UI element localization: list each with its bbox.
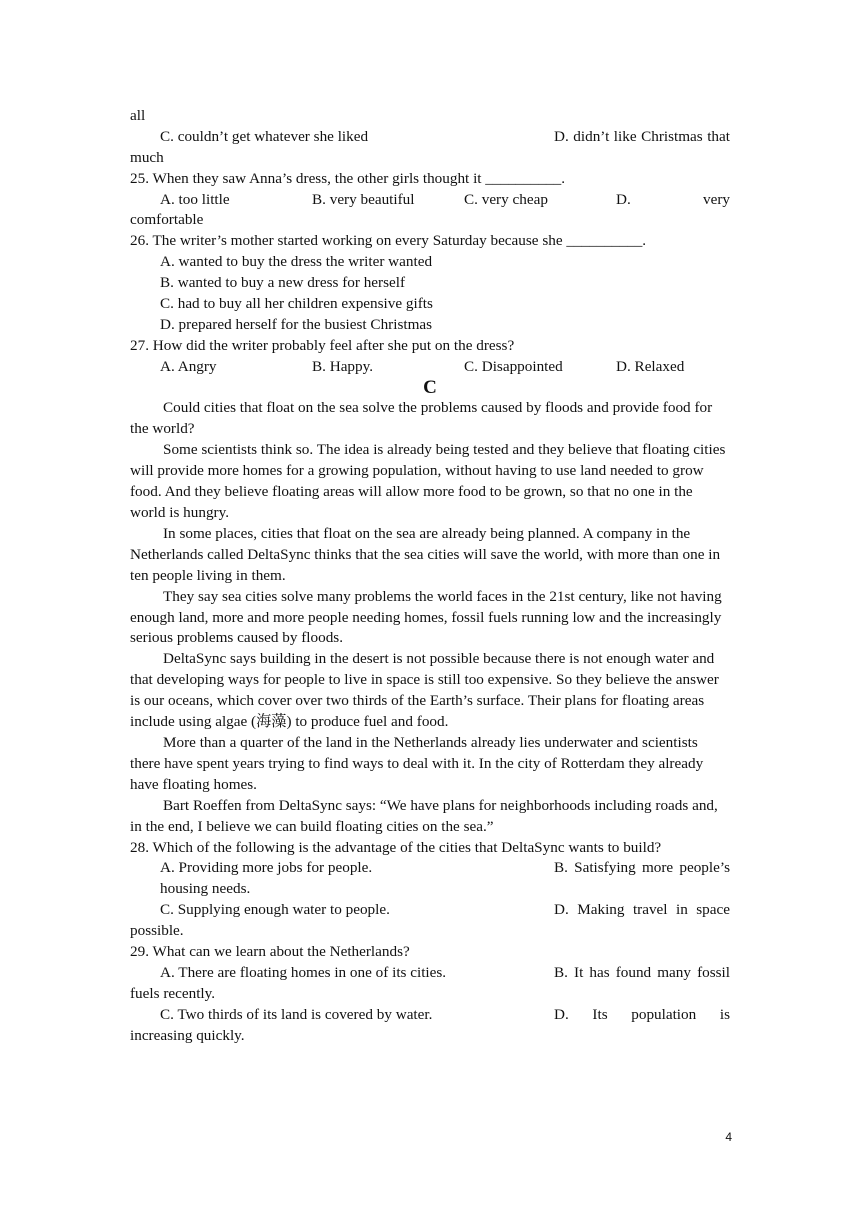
question-25: 25. When they saw Anna’s dress, the other girls thought it __________. bbox=[130, 169, 566, 187]
option-c: C. Disappointed bbox=[464, 357, 563, 375]
option-b: B. Happy. bbox=[312, 357, 374, 375]
question-29: 29. What can we learn about the Netherlands? bbox=[130, 942, 410, 960]
option-continuation: possible. bbox=[130, 922, 184, 940]
paragraph: They say sea cities solve many problems the world faces in the 21st century, like not having enough land, more and more people needing homes, fossil fuels running low and the increasingly serious problems caused by floods. bbox=[130, 587, 722, 647]
paragraph: DeltaSync says building in the desert is not possible because there is not enough water and that developing ways for people to live in space is still too expensive. So they believe the answer is our oceans, which cover over two thirds of the Earth’s surface. Their plans for floating areas include using algae (海藻) to produce fuel and food. bbox=[130, 650, 719, 731]
page-number: 4 bbox=[725, 1130, 732, 1144]
paragraph: In some places, cities that float on the sea are already being planned. A company in the Netherlands called DeltaSync thinks that the sea cities will save the world, with more than one in ten people living in them. bbox=[130, 524, 721, 584]
paragraph: Could cities that float on the sea solve the problems caused by floods and provide food for the world? bbox=[130, 399, 713, 438]
question-27: 27. How did the writer probably feel after she put on the dress? bbox=[130, 336, 515, 354]
option-d: D. very bbox=[616, 190, 730, 208]
option-b: B. It has found many fossil bbox=[554, 963, 730, 981]
option-a: A. Angry bbox=[160, 357, 217, 375]
paragraph: More than a quarter of the land in the Netherlands already lies underwater and scientists there have spent years trying to find ways to deal with it. In the city of Rotterdam they already have floating homes. bbox=[130, 733, 704, 793]
option-row bbox=[130, 963, 730, 984]
option-c: C. Supplying enough water to people. bbox=[160, 901, 390, 919]
option-a: A. Providing more jobs for people. bbox=[160, 859, 373, 877]
option-d: D. prepared herself for the busiest Christmas bbox=[160, 315, 433, 333]
option-a: A. wanted to buy the dress the writer wanted bbox=[160, 253, 433, 271]
document-page bbox=[130, 106, 730, 1046]
option-c: C. Two thirds of its land is covered by water. bbox=[160, 1005, 433, 1023]
text-line: all bbox=[130, 107, 146, 124]
option-continuation: much bbox=[130, 148, 164, 166]
paragraph: Some scientists think so. The idea is already being tested and they believe that floating cities will provide more homes for a growing population, without having to use land needed to grow food. And they believe floating areas will allow more food to be grown, so that no one in the world is hungry. bbox=[130, 441, 726, 521]
option-d: D. Relaxed bbox=[616, 357, 685, 375]
option-d: D. didn’t like Christmas that bbox=[554, 127, 730, 145]
question-26: 26. The writer’s mother started working on every Saturday because she __________. bbox=[130, 232, 647, 250]
option-a: A. There are floating homes in one of its cities. bbox=[160, 963, 447, 981]
option-continuation: comfortable bbox=[130, 211, 204, 229]
option-b: B. wanted to buy a new dress for herself bbox=[160, 274, 406, 292]
option-a: A. too little bbox=[160, 190, 230, 208]
option-d: D. Making travel in space bbox=[554, 901, 730, 919]
option-d: D. Its population is bbox=[554, 1005, 730, 1023]
paragraph: Bart Roeffen from DeltaSync says: “We have plans for neighborhoods including roads and, in the end, I believe we can build floating cities on the sea.” bbox=[130, 796, 718, 835]
question-28: 28. Which of the following is the advantage of the cities that DeltaSync wants to build? bbox=[130, 838, 662, 856]
option-row bbox=[130, 900, 730, 921]
option-continuation: fuels recently. bbox=[130, 984, 216, 1002]
option-row bbox=[130, 858, 730, 879]
option-b: B. very beautiful bbox=[312, 190, 415, 208]
option-row bbox=[130, 190, 730, 211]
option-b: B. Satisfying more people’s bbox=[554, 859, 730, 877]
section-heading: C bbox=[423, 376, 437, 398]
option-c: C. had to buy all her children expensive gifts bbox=[160, 295, 433, 313]
option-c: C. very cheap bbox=[464, 190, 548, 208]
option-continuation: housing needs. bbox=[160, 880, 251, 898]
option-row bbox=[130, 127, 730, 148]
option-row bbox=[130, 1005, 730, 1026]
option-row bbox=[130, 357, 730, 378]
option-continuation: increasing quickly. bbox=[130, 1026, 245, 1044]
option-c: C. couldn’t get whatever she liked bbox=[160, 127, 369, 145]
